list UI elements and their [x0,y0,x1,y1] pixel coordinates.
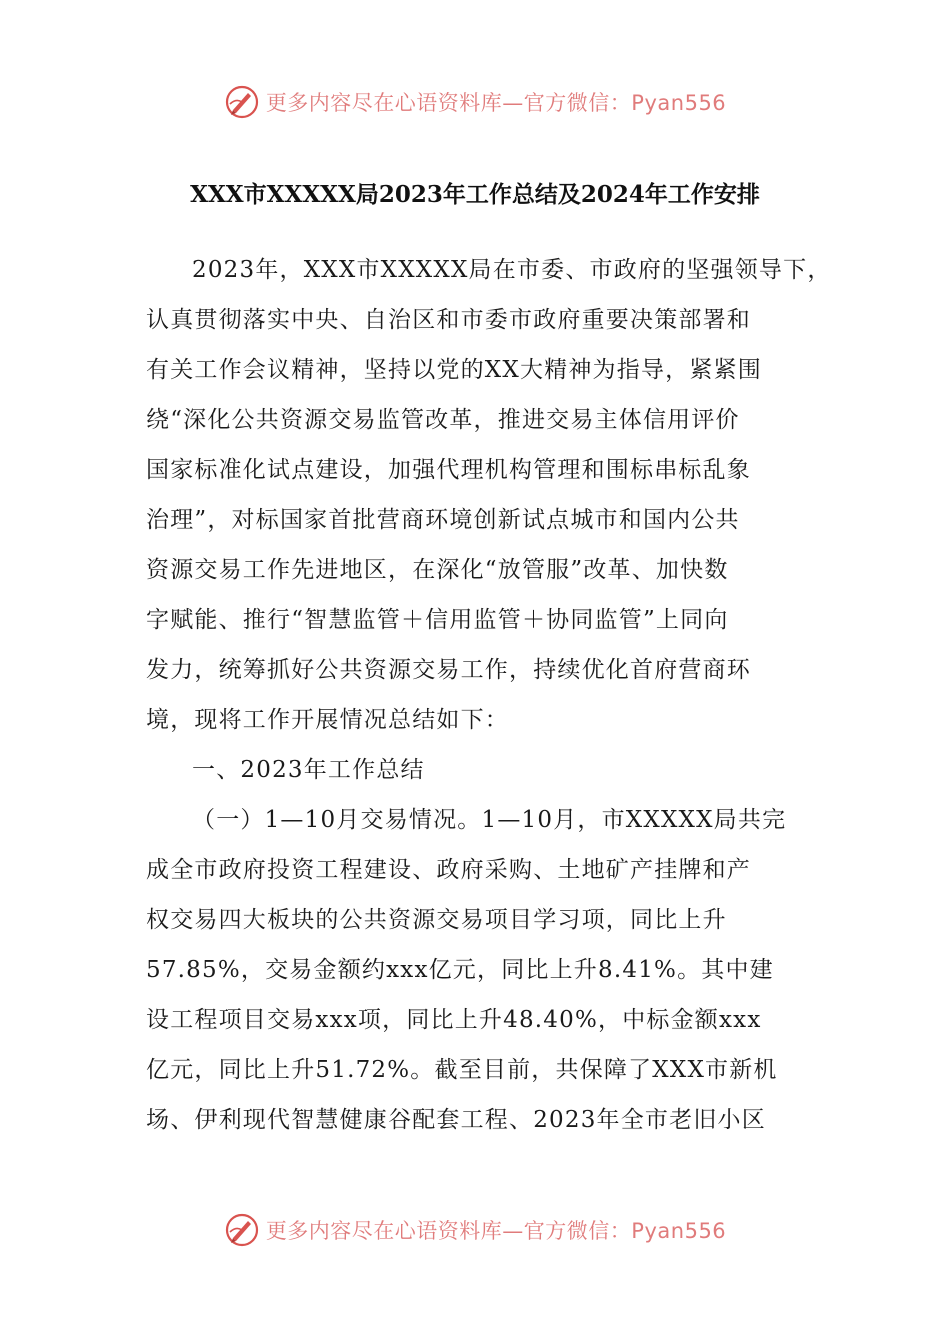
paragraph-line: 设工程项目交易xxx项，同比上升48.40%，中标金额xxx [146,1007,762,1033]
header-watermark [0,82,950,122]
paragraph-line: 57.85%，交易金额约xxx亿元，同比上升8.41%。其中建 [146,957,774,983]
watermark-text: 更多内容尽在心语资料库—官方微信：Pyan556 [265,1219,727,1243]
pen-circle-icon [224,84,260,120]
paragraph-line: 有关工作会议精神，坚持以党的XX大精神为指导，紧紧围 [146,357,762,383]
watermark-text: 更多内容尽在心语资料库—官方微信：Pyan556 [265,91,727,115]
paragraph-line: 字赋能、推行“智慧监管＋信用监管＋协同监管”上同向 [146,607,729,633]
section-heading: 一、2023年工作总结 [192,757,425,783]
document-title: XXX市XXXXX局2023年工作总结及2024年工作安排 [190,181,760,208]
paragraph-line: 认真贯彻落实中央、自治区和市委市政府重要决策部署和 [146,307,751,333]
paragraph-line: 亿元，同比上升51.72%。截至目前，共保障了XXX市新机 [146,1057,778,1083]
paragraph-line: 发力，统筹抓好公共资源交易工作，持续优化首府营商环 [146,657,751,683]
paragraph-line: 境，现将工作开展情况总结如下： [146,707,509,733]
paragraph-line: 场、伊利现代智慧健康谷配套工程、2023年全市老旧小区 [146,1107,766,1133]
paragraph-line: 治理”，对标国家首批营商环境创新试点城市和国内公共 [146,507,740,533]
paragraph-line: 2023年，XXX市XXXXX局在市委、市政府的坚强领导下， [192,257,832,283]
footer-watermark [0,1210,950,1250]
pen-circle-icon [224,1212,260,1248]
paragraph-line: 绕“深化公共资源交易监管改革，推进交易主体信用评价 [146,407,740,433]
paragraph-line: 国家标准化试点建设，加强代理机构管理和围标串标乱象 [146,457,751,483]
paragraph-line: 权交易四大板块的公共资源交易项目学习项，同比上升 [146,907,727,933]
paragraph-line: 资源交易工作先进地区，在深化“放管服”改革、加快数 [146,557,729,583]
paragraph-line: （一）1—10月交易情况。1—10月，市XXXXX局共完 [192,807,787,833]
paragraph-line: 成全市政府投资工程建设、政府采购、土地矿产挂牌和产 [146,857,751,883]
document-body [146,250,832,1150]
